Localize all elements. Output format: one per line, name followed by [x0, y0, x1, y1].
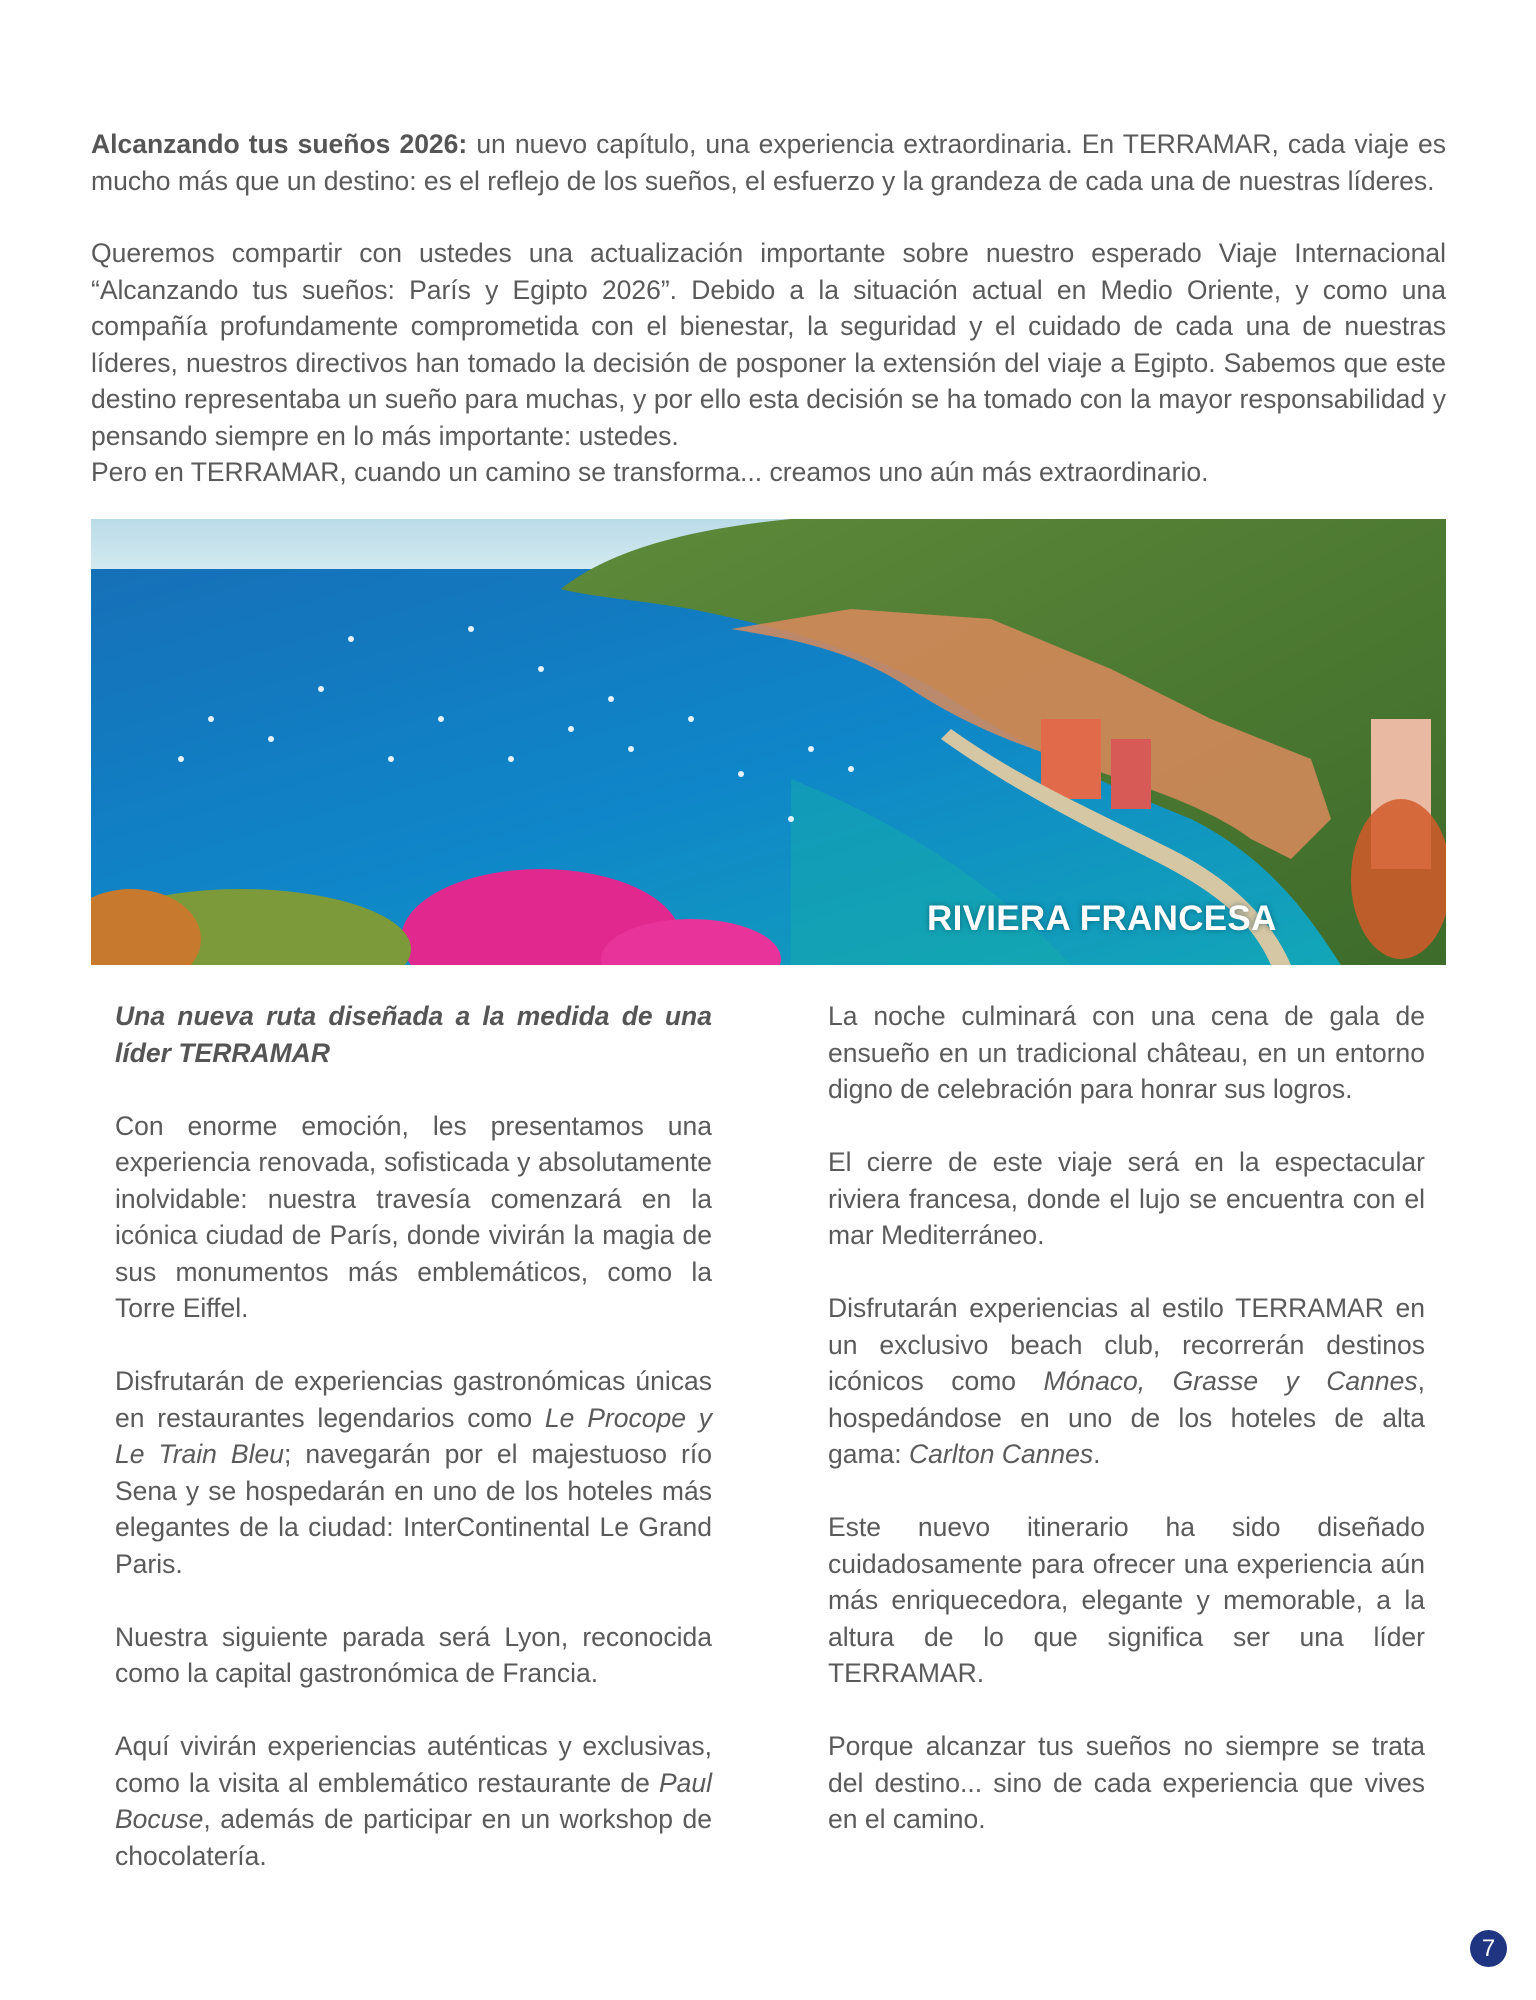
intro-section — [91, 126, 1446, 527]
text-span: ; navegarán por el majestuoso río Sena y se hospedarán en uno de los hoteles más elegantes de la ciudad: InterContinental Le Grand Paris. — [115, 1439, 712, 1579]
text-span: . — [1093, 1439, 1101, 1469]
hotel-name: Carlton Cannes — [909, 1439, 1094, 1469]
lyon-experiences-paragraph — [115, 1728, 712, 1874]
text-span: , hospedándose en uno de los hoteles de alta gama: — [828, 1366, 1425, 1469]
paris-gastronomy-paragraph — [115, 1363, 712, 1582]
restaurant-names: Le Procope y Le Train Bleu — [115, 1402, 713, 1469]
intro-lead-rest: un nuevo capítulo, una experiencia extraordinaria. En TERRAMAR, cada viaje es mucho más que un destino: es el reflejo de los sueños, el esfuerzo y la grandeza de cada una de nuestras líderes. — [91, 129, 1446, 196]
intro-paragraph: Queremos compartir con ustedes una actualización importante sobre nuestro esperado Viaje Internacional “Alcanzando tus sueños: París y Egipto 2026”. Debido a la situación actual en Medio Oriente, y como una compañía profundamente comprometida con el bienestar, la seguridad y el cuidado de cada una de nuestras líderes, nuestros directivos han tomado la decisión de posponer la extensión del viaje a Egipto. Sabemos que este destino representaba un sueño para muchas, y por ello esta decisión se ha tomado con la mayor responsabilidad y pensando siempre en lo más importante: ustedes. — [91, 238, 1446, 451]
destination-names: Mónaco, Grasse y Cannes — [1043, 1366, 1418, 1396]
text-span: Disfrutarán experiencias al estilo TERRAMAR en un exclusivo beach club, recorrerán destinos icónicos como — [828, 1293, 1425, 1396]
itinerary-paragraph: Este nuevo itinerario ha sido diseñado cuidadosamente para ofrecer una experiencia aún más enriquecedora, elegante y memorable, a la altura de lo que significa ser una líder TERRAMAR. — [828, 1512, 1425, 1688]
right-column — [828, 998, 1425, 1874]
closing-paragraph: Porque alcanzar tus sueños no siempre se trata del destino... sino de cada experiencia que vives en el camino. — [828, 1731, 1425, 1834]
text-span: Disfrutarán de experiencias gastronómicas únicas en restaurantes legendarios como — [115, 1366, 712, 1433]
beach-club-paragraph — [828, 1290, 1425, 1473]
hero-image — [91, 519, 1446, 965]
paris-intro-paragraph: Con enorme emoción, les presentamos una experiencia renovada, sofisticada y absolutamente inolvidable: nuestra travesía comenzará en la icónica ciudad de París, donde vivirán la magia de sus monumentos más emblemáticos, como la Torre Eiffel. — [115, 1110, 712, 1323]
left-column — [115, 998, 712, 1911]
intro-lead-bold: Alcanzando tus sueños 2026: — [91, 129, 468, 159]
intro-closing: Pero en TERRAMAR, cuando un camino se transforma... creamos uno aún más extraordinario. — [91, 457, 1209, 487]
chef-name: Paul Bocuse — [115, 1767, 712, 1834]
gala-dinner-paragraph: La noche culminará con una cena de gala de ensueño en un tradicional château, en un entorno digno de celebración para honrar sus logros. — [828, 1001, 1425, 1104]
page-number-badge: 7 — [1470, 1930, 1507, 1967]
hero-caption: RIVIERA FRANCESA — [927, 899, 1277, 938]
section-heading: Una nueva ruta diseñada a la medida de una líder TERRAMAR — [115, 1001, 712, 1068]
riviera-paragraph: El cierre de este viaje será en la espectacular riviera francesa, donde el lujo se encuentra con el mar Mediterráneo. — [828, 1147, 1425, 1250]
intro-lead — [91, 126, 1446, 199]
text-span: , además de participar en un workshop de chocolatería. — [115, 1804, 712, 1871]
lyon-paragraph: Nuestra siguiente parada será Lyon, reconocida como la capital gastronómica de Francia. — [115, 1621, 712, 1688]
text-span: Aquí vivirán experiencias auténticas y exclusivas, como la visita al emblemático restaurante de — [115, 1731, 712, 1798]
